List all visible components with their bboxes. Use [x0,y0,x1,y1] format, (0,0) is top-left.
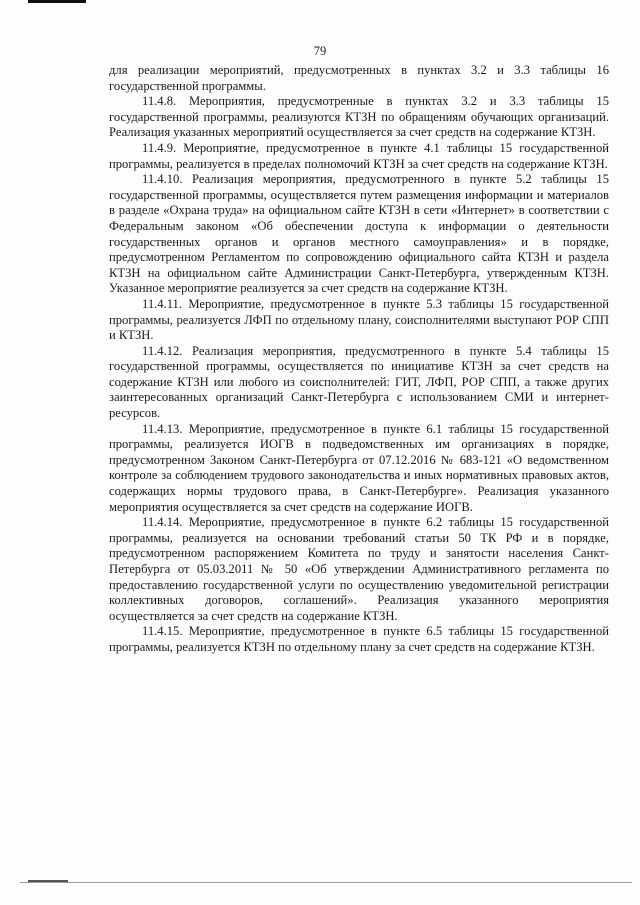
paragraph-11-4-13: 11.4.13. Мероприятие, предусмотренное в пункте 6.1 таблицы 15 государственной программы, реализуется ИОГВ в подведомственных им организациях в порядке, предусмотренном Законом Санкт-Петербурга от 07.12.2016 № 683-121 «О ведомственном контроле за соблюдением трудового законодательства и иных нормативных правовых актов, содержащих нормы трудового права, в Санкт-Петербурге». Реализация указанного мероприятия осуществляется за счет средств на содержание ИОГВ. [109,421,609,514]
scan-artifact-top [28,0,86,3]
paragraph-11-4-8: 11.4.8. Мероприятия, предусмотренные в пунктах 3.2 и 3.3 таблицы 15 государственной программы, реализуются КТЗН по обращениям обучающих организаций. Реализация указанных мероприятий осуществляется за счет средств на содержание КТЗН. [109,94,609,140]
document-body [109,63,609,656]
paragraph-11-4-15: 11.4.15. Мероприятие, предусмотренное в пункте 6.5 таблицы 15 государственной программы, реализуется КТЗН по отдельному плану за счет средств на содержание КТЗН. [109,624,609,654]
scan-artifact-bottom-line [20,882,632,883]
scan-artifact-bottom-mark [28,880,68,882]
paragraph-11-4-14: 11.4.14. Мероприятие, предусмотренное в пункте 6.2 таблицы 15 государственной программы, реализуется на основании требований статьи 50 ТК РФ и в порядке, предусмотренном распоряжением Комитета по труду и занятости населения Санкт-Петербурга от 05.03.2011 № 50 «Об утверждении Административного регламента по предоставлению государственной услуги по осуществлению уведомительной регистрации коллективных договоров, соглашений». Реализация указанного мероприятия осуществляется за счет средств на содержание КТЗН. [109,515,609,623]
paragraph-11-4-10: 11.4.10. Реализация мероприятия, предусмотренного в пункте 5.2 таблицы 15 государственной программы, осуществляется путем размещения информации и материалов в разделе «Охрана труда» на официальном сайте КТЗН в сети «Интернет» в соответствии с Федеральным законом «Об обеспечении доступа к информации о деятельности государственных органов и органов местного самоуправления» и в порядке, предусмотренном Регламентом по сопровождению официального сайта КТЗН и раздела КТЗН на официальном сайте Администрации Санкт-Петербурга, утвержденным КТЗН. Указанное мероприятие реализуется за счет средств на содержание КТЗН. [109,172,609,296]
paragraph-11-4-9: 11.4.9. Мероприятие, предусмотренное в пункте 4.1 таблицы 15 государственной программы, реализуется в пределах полномочий КТЗН за счет средств на содержание КТЗН. [109,140,609,171]
paragraph-continuation: для реализации мероприятий, предусмотренных в пунктах 3.2 и 3.3 таблицы 16 государственной программы. [109,63,609,93]
paragraph-11-4-11: 11.4.11. Мероприятие, предусмотренное в пункте 5.3 таблицы 15 государственной программы, реализуется ЛФП по отдельному плану, соисполнителями выступают РОР СПП и КТЗН. [109,296,609,343]
paragraph-11-4-12: 11.4.12. Реализация мероприятия, предусмотренного в пункте 5.4 таблицы 15 государственной программы, осуществляется по инициативе КТЗН за счет средств на содержание КТЗН или любого из соисполнителей: ГИТ, ЛФП, РОР СПП, а также других заинтересованных организаций Санкт-Петербурга с использованием СМИ и интернет-ресурсов. [109,343,609,421]
page-number: 79 [313,44,327,58]
